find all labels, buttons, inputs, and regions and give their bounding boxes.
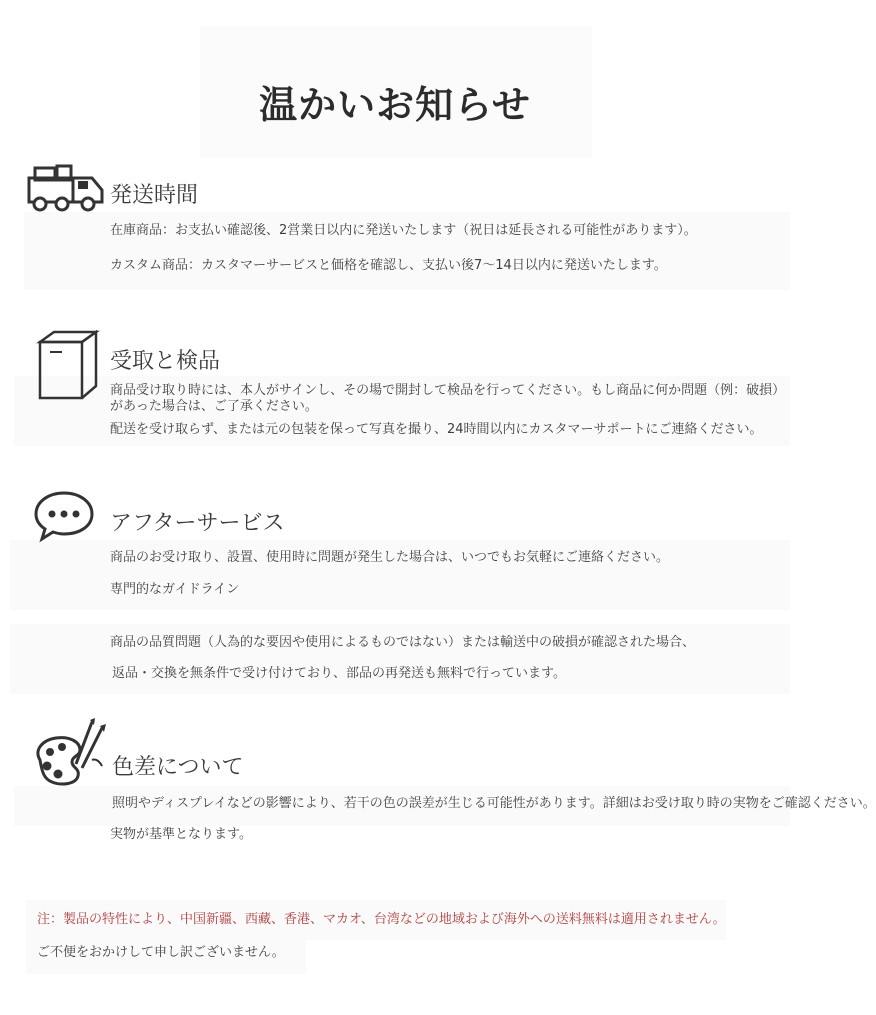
shipping-line-stock: 在庫商品：お支払い確認後、2営業日以内に発送いたします（祝日は延長される可能性があります）。 (110, 223, 697, 238)
receipt-line-inspect: 商品受け取り時には、本人がサインし、その場で開封して検品を行ってください。もし商品に何か問題（例：破損）があった場合は、ご了承ください。 (110, 383, 786, 414)
aftersales-line-return: 返品・交換を無条件で受け付けており、部品の再発送も無料で行っています。 (112, 666, 566, 681)
color-line-lighting: 照明やディスプレイなどの影響により、若干の色の誤差が生じる可能性があります。詳細はお受け取り時の実物をご確認ください。 (112, 796, 876, 811)
aftersales-heading: アフターサービス (110, 511, 285, 536)
receipt-heading: 受取と検品 (110, 349, 221, 374)
apology-note: ご不便をおかけして申し訳ございません。 (37, 945, 285, 960)
page-title: 温かいお知らせ (259, 83, 531, 127)
shipping-heading: 発送時間 (110, 183, 199, 208)
box-icon (34, 330, 98, 404)
aftersales-line-quality: 商品の品質問題（人為的な要因や使用によるものではない）または輸送中の破損が確認された場合、 (110, 635, 696, 650)
aftersales-line-guideline: 専門的なガイドライン (110, 582, 240, 597)
shipping-exclusion-note: 注：製品の特性により、中国新疆、西藏、香港、マカオ、台湾などの地域および海外への送料無料は適用されません。 (37, 912, 726, 927)
color-line-standard: 実物が基準となります。 (110, 827, 252, 842)
color-heading: 色差について (112, 755, 244, 780)
shipping-line-custom: カスタム商品：カスタマーサービスと価格を確認し、支払い後7〜14日以内に発送いたします。 (110, 258, 667, 273)
aftersales-line-contact: 商品のお受け取り、設置、使用時に問題が発生した場合は、いつでもお気軽にご連絡ください。 (110, 550, 670, 565)
truck-icon (26, 164, 110, 214)
chat-bubble-icon (34, 490, 96, 542)
receipt-line-contact: 配送を受け取らず、または元の包装を保って写真を撮り、24時間以内にカスタマーサポートにご連絡ください。 (110, 422, 763, 437)
paint-palette-icon (32, 716, 110, 790)
